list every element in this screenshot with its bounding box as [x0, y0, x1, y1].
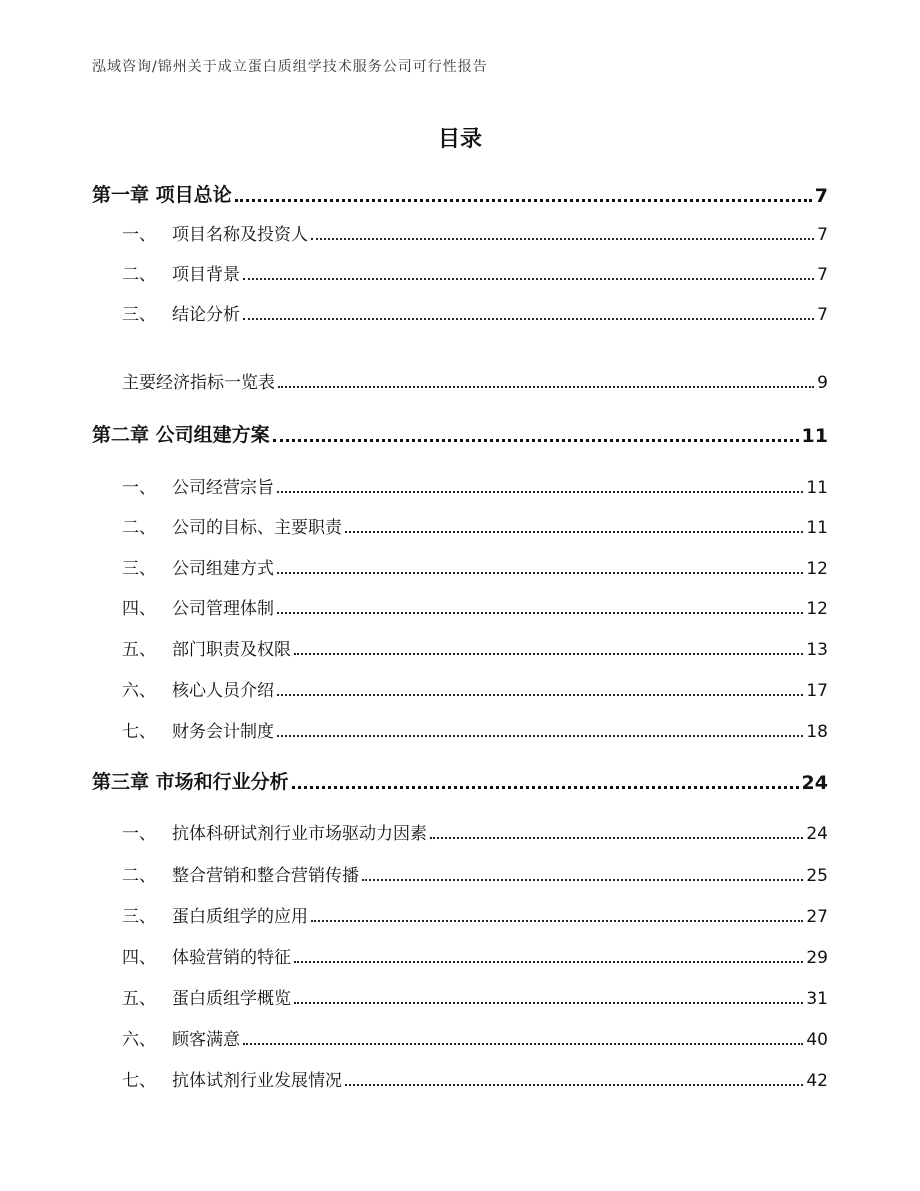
dot-leader: [235, 199, 812, 202]
toc-section-entry[interactable]: [92, 943, 828, 968]
toc-entry-label: [92, 1066, 342, 1091]
toc-section-entry[interactable]: [92, 984, 828, 1009]
toc-chapter-entry[interactable]: [92, 180, 828, 207]
toc-entry-number: 六、: [122, 681, 156, 701]
toc-section-entry[interactable]: [92, 473, 828, 498]
toc-entry-label: [92, 594, 274, 619]
toc-section-entry[interactable]: [92, 1066, 828, 1091]
toc-entry-text: 顾客满意: [172, 1030, 240, 1050]
toc-page-number: 12: [806, 599, 828, 619]
toc-section-entry[interactable]: [92, 819, 828, 844]
toc-entry-label: [92, 943, 291, 968]
toc-entry-label: [92, 676, 274, 701]
toc-entry-label: [92, 635, 291, 660]
toc-entry-label: [92, 861, 359, 886]
toc-entry-number: 七、: [122, 722, 156, 742]
toc-entry-text: 抗体科研试剂行业市场驱动力因素: [172, 824, 427, 844]
toc-page-number: 24: [801, 772, 828, 794]
toc-entry-text: 蛋白质组学概览: [172, 989, 291, 1009]
toc-page-number: 11: [806, 518, 828, 538]
toc-section-entry[interactable]: [92, 220, 828, 245]
toc-entry-text: 公司经营宗旨: [172, 478, 274, 498]
toc-entry-label: [92, 300, 240, 325]
toc-entry-text: 核心人员介绍: [172, 681, 274, 701]
toc-page-number: 29: [806, 948, 828, 968]
toc-entry-number: 四、: [122, 599, 156, 619]
toc-entry-label: [92, 902, 308, 927]
toc-entry-text: 财务会计制度: [172, 722, 274, 742]
toc-section-entry[interactable]: [92, 861, 828, 886]
toc-chapter-entry[interactable]: [92, 767, 828, 794]
toc-section-entry[interactable]: [92, 635, 828, 660]
toc-entry-number: 三、: [122, 559, 156, 579]
toc-entry-text: 整合营销和整合营销传播: [172, 866, 359, 886]
dot-leader: [311, 238, 814, 240]
toc-entry-number: 六、: [122, 1030, 156, 1050]
toc-entry-text: 第二章 公司组建方案: [92, 424, 270, 446]
toc-entry-text: 公司的目标、主要职责: [172, 518, 342, 538]
dot-leader: [294, 653, 803, 655]
toc-page-number: 11: [801, 425, 828, 447]
toc-section-entry[interactable]: [92, 300, 828, 325]
toc-entry-text: 项目名称及投资人: [172, 225, 308, 245]
toc-page-number: 7: [814, 185, 828, 207]
toc-entry-text: 公司管理体制: [172, 599, 274, 619]
toc-entry-label: [92, 767, 289, 794]
toc-page-number: 13: [806, 640, 828, 660]
dot-leader: [345, 1084, 803, 1086]
toc-entry-text: 体验营销的特征: [172, 948, 291, 968]
toc-entry-text: 第一章 项目总论: [92, 184, 232, 206]
toc-entry-text: 主要经济指标一览表: [122, 373, 275, 393]
toc-entry-text: 项目背景: [172, 265, 240, 285]
toc-section-entry[interactable]: [92, 1025, 828, 1050]
toc-section-entry[interactable]: [92, 513, 828, 538]
toc-entry-number: 七、: [122, 1071, 156, 1091]
toc-entry-number: 五、: [122, 640, 156, 660]
toc-entry-text: 蛋白质组学的应用: [172, 907, 308, 927]
toc-chapter-entry[interactable]: [92, 420, 828, 447]
toc-section-entry[interactable]: [92, 676, 828, 701]
toc-entry-number: 一、: [122, 225, 156, 245]
dot-leader: [277, 572, 803, 574]
toc-entry-label: [92, 420, 270, 447]
toc-section-entry[interactable]: [92, 260, 828, 285]
toc-page-number: 40: [806, 1030, 828, 1050]
toc-entry-label: [92, 554, 274, 579]
toc-page-number: 17: [806, 681, 828, 701]
toc-entry-label: [92, 984, 291, 1009]
dot-leader: [243, 318, 814, 320]
toc-entry-text: 公司组建方式: [172, 559, 274, 579]
toc-page-number: 12: [806, 559, 828, 579]
dot-leader: [277, 694, 803, 696]
toc-entry-text: 抗体试剂行业发展情况: [172, 1071, 342, 1091]
dot-leader: [345, 531, 803, 533]
toc-entry-number: 四、: [122, 948, 156, 968]
toc-entry-text: 第三章 市场和行业分析: [92, 771, 289, 793]
toc-title: 目录: [437, 127, 482, 152]
dot-leader: [277, 612, 803, 614]
toc-page-number: 25: [806, 866, 828, 886]
toc-section-entry[interactable]: [92, 902, 828, 927]
toc-page-number: 18: [806, 722, 828, 742]
toc-section-entry[interactable]: [92, 717, 828, 742]
toc-entry-label: [92, 1025, 240, 1050]
dot-leader: [278, 386, 814, 388]
toc-entry-number: 二、: [122, 265, 156, 285]
toc-entry-number: 三、: [122, 305, 156, 325]
toc-entry-label: [92, 220, 308, 245]
dot-leader: [294, 1002, 803, 1004]
dot-leader: [277, 735, 803, 737]
toc-entry-label: [92, 473, 274, 498]
dot-leader: [243, 278, 814, 280]
dot-leader: [243, 1043, 803, 1045]
toc-page-number: 7: [817, 305, 828, 325]
toc-entry-number: 一、: [122, 824, 156, 844]
dot-leader: [273, 439, 799, 442]
toc-entry-label: [92, 180, 232, 207]
toc-entry-number: 三、: [122, 907, 156, 927]
toc-page-number: 42: [806, 1071, 828, 1091]
toc-entry-label: [92, 368, 275, 393]
toc-page-number: 27: [806, 907, 828, 927]
toc-entry-number: 二、: [122, 518, 156, 538]
dot-leader: [277, 491, 803, 493]
dot-leader: [311, 920, 803, 922]
toc-entry-number: 五、: [122, 989, 156, 1009]
toc-entry-text: 结论分析: [172, 305, 240, 325]
toc-section-entry[interactable]: [92, 554, 828, 579]
toc-entry-label: [92, 513, 342, 538]
toc-entry-number: 一、: [122, 478, 156, 498]
toc-entry-number: 二、: [122, 866, 156, 886]
toc-section-entry[interactable]: [92, 368, 828, 393]
dot-leader: [294, 961, 803, 963]
running-header: 泓域咨询/锦州关于成立蛋白质组学技术服务公司可行性报告: [92, 59, 488, 75]
dot-leader: [430, 837, 803, 839]
toc-page-number: 7: [817, 225, 828, 245]
toc-page-number: 11: [806, 478, 828, 498]
dot-leader: [292, 786, 799, 789]
toc-page-number: 9: [817, 373, 828, 393]
toc-page-number: 24: [806, 824, 828, 844]
toc-page-number: 31: [806, 989, 828, 1009]
toc-entry-label: [92, 717, 274, 742]
toc-entry-label: [92, 260, 240, 285]
toc-page-number: 7: [817, 265, 828, 285]
toc-entry-text: 部门职责及权限: [172, 640, 291, 660]
toc-entry-label: [92, 819, 427, 844]
toc-section-entry[interactable]: [92, 594, 828, 619]
dot-leader: [362, 879, 803, 881]
